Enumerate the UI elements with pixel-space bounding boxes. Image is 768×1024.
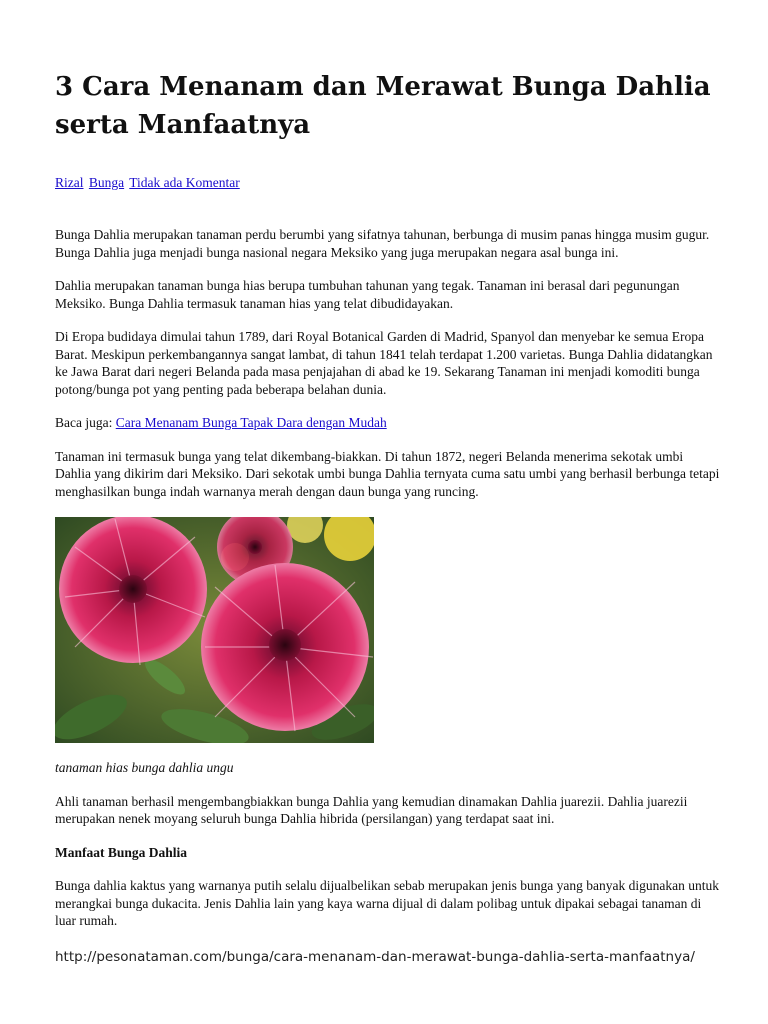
author-link[interactable]: Rizal [55,175,84,190]
section-heading: Manfaat Bunga Dahlia [55,844,188,860]
paragraph: Di Eropa budidaya dimulai tahun 1789, dari Royal Botanical Garden di Madrid, Spanyol dan menyebar ke semua Eropa Barat. Meskipun perkembangannya sangat lambat, di tahun 1841 telah terdapat 1.200 varietas. Bunga Dahlia didatangkan ke Jawa Barat dari negeri Belanda pada masa penjajahan di abad ke 19. Sekarang Tanaman ini menjadi komoditi bunga potong/bunga pot yang penting pada beberapa belahan dunia. [55,329,713,397]
paragraph: Dahlia merupakan tanaman bunga hias berupa tumbuhan tahunan yang tegak. Tanaman ini berasal dari pegunungan Meksiko. Bunga Dahlia termasuk tanaman hias yang telat dibudidayakan. [55,278,680,311]
paragraph: Bunga dahlia kaktus yang warnanya putih selalu dijualbelikan sebab merupakan jenis bunga yang banyak digunakan untuk merangkai bunga dukacita. Jenis Dahlia lain yang kaya warna dijual di dalam polibag untuk dipakai sebagai tanaman di luar rumah. [55,878,719,928]
paragraph: Bunga Dahlia merupakan tanaman perdu berumbi yang sifatnya tahunan, berbunga di musim panas hingga musim gugur. Bunga Dahlia juga menjadi bunga nasional negara Meksiko yang juga merupakan negara asal bunga ini. [55,227,710,260]
article-title: 3 Cara Menanam dan Merawat Bunga Dahlia serta Manfaatnya [55,72,711,140]
comments-link[interactable]: Tidak ada Komentar [129,175,240,190]
paragraph: Tanaman ini termasuk bunga yang telat dikembang-biakkan. Di tahun 1872, negeri Belanda menerima sekotak umbi Dahlia yang dikirim dari Meksiko. Dari sekotak umbi bunga Dahlia ternyata cuma satu umbi yang berhasil berbunga tetapi menghasilkan bunga indah warnanya merah dengan daun bunga yang runcing. [55,448,720,499]
image-caption: tanaman hias bunga dahlia ungu [55,760,234,775]
read-also-label: Baca juga: [55,415,116,430]
category-link[interactable]: Bunga [88,175,125,190]
paragraph: Ahli tanaman berhasil mengembangbiakkan bunga Dahlia yang kemudian dinamakan Dahlia juarezii. Dahlia juarezii merupakan nenek moyang seluruh bunga Dahlia hibrida (persilangan) yang terdapat saat ini. [55,793,688,826]
read-also-link[interactable]: Cara Menanam Bunga Tapak Dara dengan Mudah [115,415,387,430]
article [55,68,720,967]
source-url: http://pesonataman.com/bunga/cara-menanam-dan-merawat-bunga-dahlia-serta-manfaatnya/ [55,948,695,965]
dahlia-photo [55,517,374,743]
article-meta [55,174,720,192]
read-also [55,414,720,432]
